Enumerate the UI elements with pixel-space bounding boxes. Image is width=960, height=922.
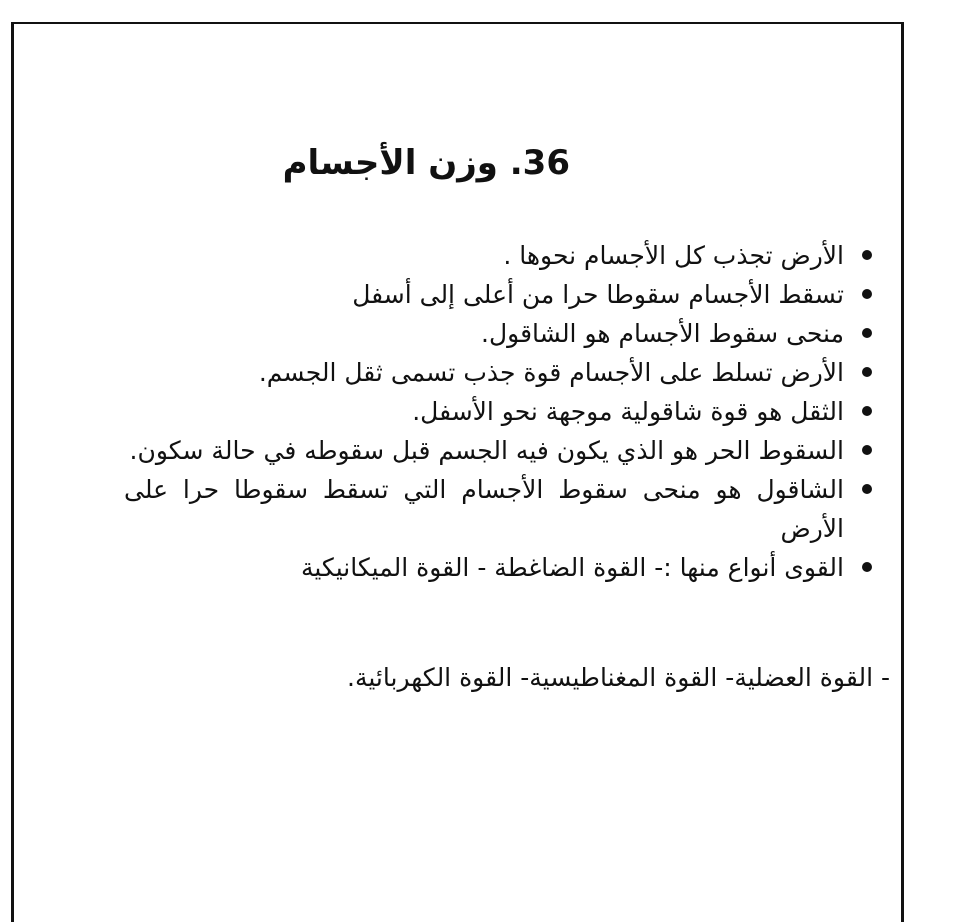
bullet-icon bbox=[862, 562, 872, 572]
list-item bbox=[46, 275, 876, 314]
continuation-line: - القوة العضلية- القوة المغناطيسية- القوة الكهربائية. bbox=[347, 663, 890, 692]
list-item-text: تسقط الأجسام سقوطا حرا من أعلى إلى أسفل bbox=[352, 280, 844, 309]
list-item bbox=[46, 314, 876, 353]
list-item bbox=[46, 353, 876, 392]
list-item bbox=[46, 236, 876, 275]
bullet-icon bbox=[862, 484, 872, 494]
list-item-text: منحى سقوط الأجسام هو الشاقول. bbox=[481, 319, 844, 348]
bullet-icon bbox=[862, 289, 872, 299]
list-item-text: السقوط الحر هو الذي يكون فيه الجسم قبل سقوطه في حالة سكون. bbox=[129, 436, 844, 465]
list-item bbox=[46, 431, 876, 470]
bullet-icon bbox=[862, 328, 872, 338]
list-item-text: الأرض تجذب كل الأجسام نحوها . bbox=[503, 241, 844, 270]
bullet-icon bbox=[862, 406, 872, 416]
bullet-icon bbox=[862, 445, 872, 455]
list-item-text: الشاقول هو منحى سقوط الأجسام التي تسقط سقوطا حرا على الأرض bbox=[124, 475, 844, 543]
list-item-text: القوى أنواع منها :- القوة الضاغطة - القوة الميكانيكية bbox=[300, 553, 844, 582]
bullet-list bbox=[46, 236, 876, 587]
list-item bbox=[46, 548, 876, 587]
list-item-text: الأرض تسلط على الأجسام قوة جذب تسمى ثقل الجسم. bbox=[258, 358, 844, 387]
list-item-text: الثقل هو قوة شاقولية موجهة نحو الأسفل. bbox=[412, 397, 844, 426]
bullet-icon bbox=[862, 250, 872, 260]
page-title: 36. وزن الأجسام bbox=[282, 143, 570, 183]
list-item bbox=[124, 470, 876, 548]
list-item bbox=[46, 392, 876, 431]
bullet-icon bbox=[862, 367, 872, 377]
